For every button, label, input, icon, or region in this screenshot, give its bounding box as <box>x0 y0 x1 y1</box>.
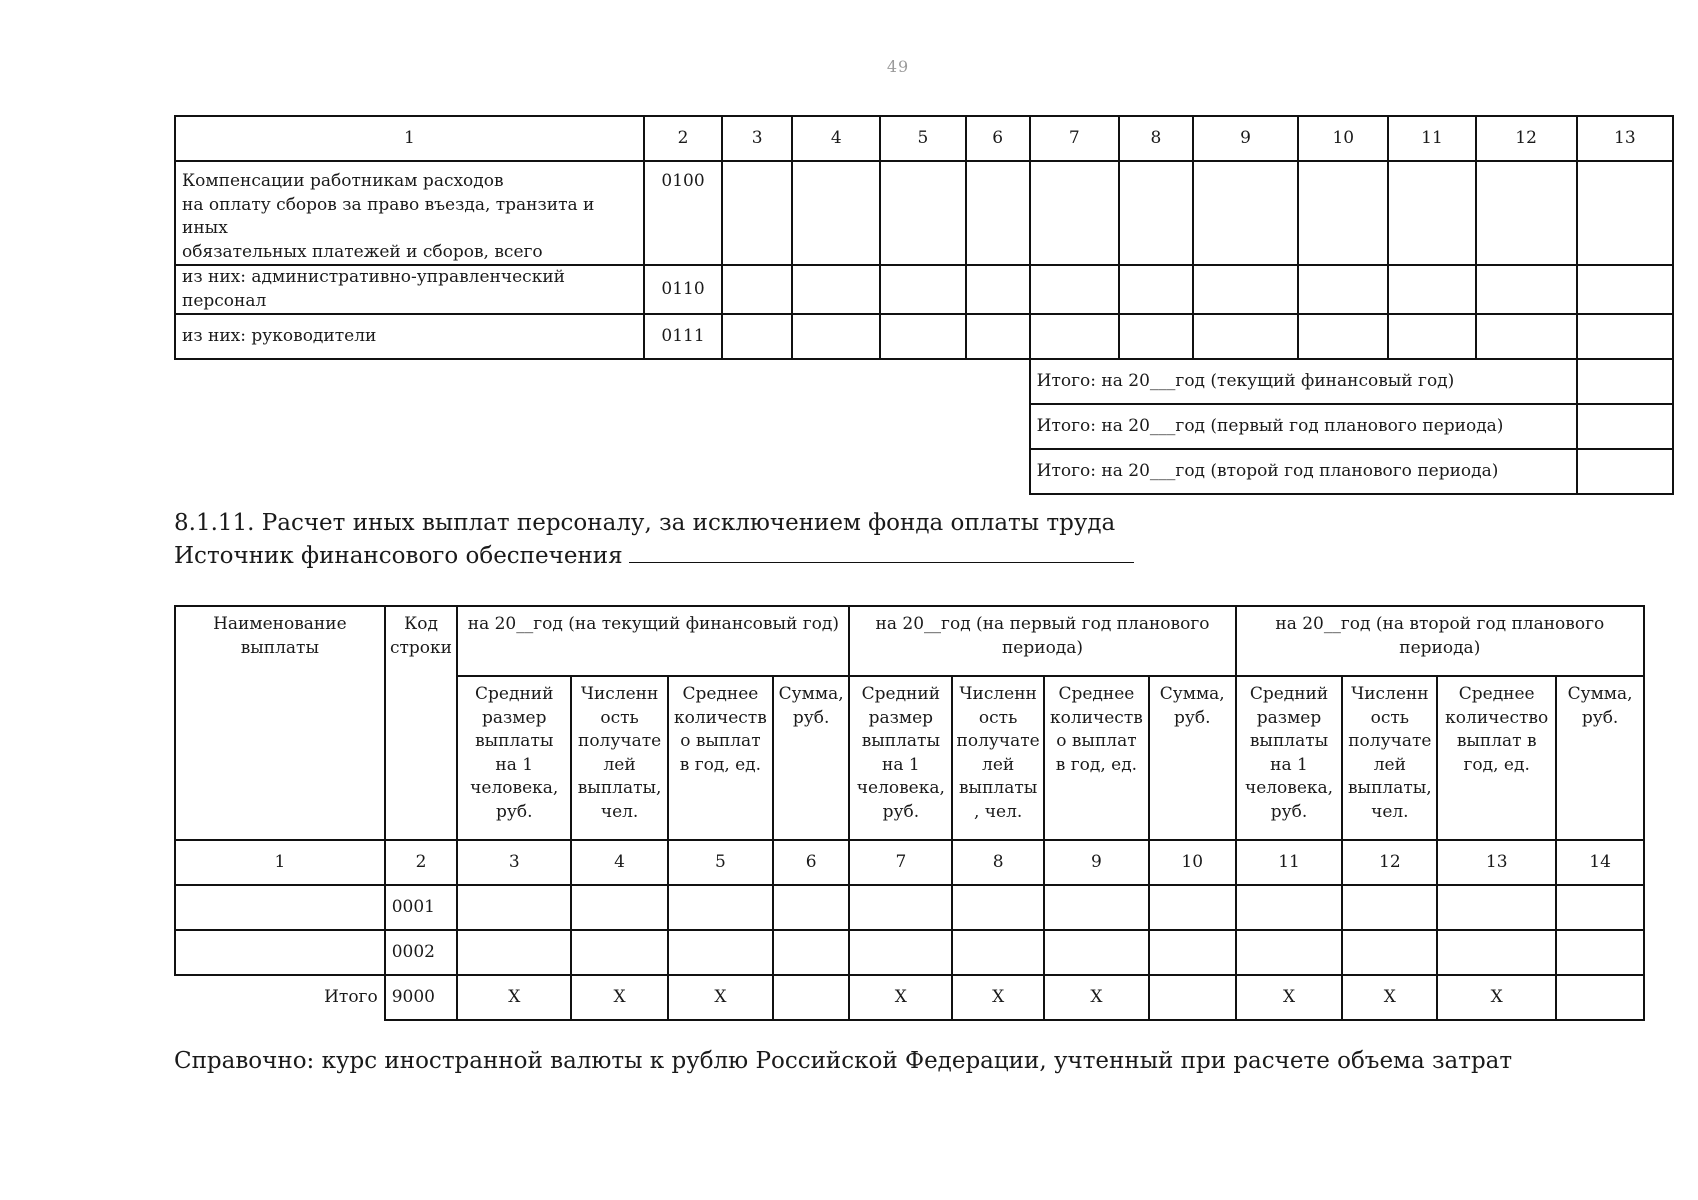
input-cell[interactable] <box>722 161 792 265</box>
total-sum-cell[interactable] <box>1556 975 1644 1020</box>
subheader-recipients: Численн ость получате лей выплаты, чел. <box>571 676 668 840</box>
input-cell[interactable] <box>1556 930 1644 975</box>
total-cell: X <box>952 975 1044 1020</box>
payment-name-cell[interactable] <box>175 885 385 930</box>
page-number: 49 <box>886 57 910 76</box>
section-title: 8.1.11. Расчет иных выплат персоналу, за исключением фонда оплаты труда <box>174 510 1116 536</box>
total-cell: X <box>1342 975 1437 1020</box>
total-sum-cell[interactable] <box>773 975 850 1020</box>
subheader-avg-count: Среднее количество выплат в год, ед. <box>1437 676 1556 840</box>
row-name: из них: руководители <box>175 314 644 359</box>
total-cell: X <box>668 975 773 1020</box>
table1-col-1: 1 <box>175 116 644 161</box>
row-name-line: обязательных платежей и сборов, всего <box>182 241 543 262</box>
table1-row-managers <box>175 314 1673 359</box>
input-cell[interactable] <box>1119 161 1193 265</box>
input-cell[interactable] <box>1388 314 1475 359</box>
row-code: 0002 <box>385 930 458 975</box>
input-cell[interactable] <box>773 930 850 975</box>
table1-row-total <box>175 161 1673 265</box>
compensation-table <box>174 115 1674 495</box>
other-payments-table <box>174 605 1645 1021</box>
subheader-avg-count: Среднее количеств о выплат в год, ед. <box>668 676 773 840</box>
total-cell: X <box>849 975 952 1020</box>
col-number: 4 <box>571 840 668 885</box>
input-cell[interactable] <box>1476 314 1577 359</box>
table1-col-7: 7 <box>1030 116 1119 161</box>
input-cell[interactable] <box>1119 265 1193 314</box>
total-cell: X <box>1044 975 1149 1020</box>
table2-group-header-row <box>175 606 1644 676</box>
input-cell[interactable] <box>792 265 880 314</box>
input-cell[interactable] <box>457 885 571 930</box>
total-sum-cell[interactable] <box>1149 975 1236 1020</box>
input-cell[interactable] <box>1388 161 1475 265</box>
total-label: Итого: на 20___год (первый год планового периода) <box>1030 404 1577 449</box>
subheader-recipients: Численн ость получате лей выплаты, чел. <box>1342 676 1437 840</box>
total-label: Итого: на 20___год (второй год планового периода) <box>1030 449 1577 494</box>
input-cell[interactable] <box>966 265 1030 314</box>
input-cell[interactable] <box>952 930 1044 975</box>
input-cell[interactable] <box>1193 161 1298 265</box>
input-cell[interactable] <box>1577 265 1673 314</box>
input-cell[interactable] <box>792 314 880 359</box>
table1-col-12: 12 <box>1476 116 1577 161</box>
reference-note: Справочно: курс иностранной валюты к рублю Российской Федерации, учтенный при расчете объема затрат <box>174 1048 1513 1074</box>
table1-total-current <box>175 359 1673 404</box>
subheader-avg-count: Среднее количеств о выплат в год, ед. <box>1044 676 1149 840</box>
input-cell[interactable] <box>792 161 880 265</box>
input-cell[interactable] <box>1342 930 1437 975</box>
input-cell[interactable] <box>1030 265 1119 314</box>
table2-number-row <box>175 840 1644 885</box>
total-label: Итого: на 20___год (текущий финансовый год) <box>1030 359 1577 404</box>
input-cell[interactable] <box>1044 930 1149 975</box>
input-cell[interactable] <box>1476 265 1577 314</box>
name-column-header: Наименование выплаты <box>175 606 385 840</box>
row-code: 0111 <box>644 314 722 359</box>
input-cell[interactable] <box>722 314 792 359</box>
table1-col-4: 4 <box>792 116 880 161</box>
input-cell[interactable] <box>1437 930 1556 975</box>
group-header-current-year: на 20__год (на текущий финансовый год) <box>457 606 849 676</box>
input-cell[interactable] <box>1556 885 1644 930</box>
input-cell[interactable] <box>668 930 773 975</box>
col-number: 8 <box>952 840 1044 885</box>
subheader-sum: Сумма, руб. <box>1149 676 1236 840</box>
input-cell[interactable] <box>571 930 668 975</box>
table1-col-2: 2 <box>644 116 722 161</box>
input-cell[interactable] <box>668 885 773 930</box>
total-value-cell[interactable] <box>1577 404 1673 449</box>
input-cell[interactable] <box>1193 265 1298 314</box>
input-cell[interactable] <box>966 161 1030 265</box>
input-cell[interactable] <box>1119 314 1193 359</box>
total-cell: X <box>1236 975 1343 1020</box>
col-number: 12 <box>1342 840 1437 885</box>
table2-row-0001 <box>175 885 1644 930</box>
col-number: 10 <box>1149 840 1236 885</box>
payment-name-cell[interactable] <box>175 930 385 975</box>
input-cell[interactable] <box>880 314 965 359</box>
table1-col-9: 9 <box>1193 116 1298 161</box>
table1-col-3: 3 <box>722 116 792 161</box>
row-code: 0110 <box>644 265 722 314</box>
col-number: 5 <box>668 840 773 885</box>
total-cell: X <box>1437 975 1556 1020</box>
total-value-cell[interactable] <box>1577 359 1673 404</box>
input-cell[interactable] <box>722 265 792 314</box>
group-header-first-plan-year: на 20__год (на первый год планового периода) <box>849 606 1235 676</box>
total-cell: X <box>457 975 571 1020</box>
group-header-second-plan-year: на 20__год (на второй год планового периода) <box>1236 606 1644 676</box>
table1-row-admin <box>175 265 1673 314</box>
input-cell[interactable] <box>773 885 850 930</box>
col-number: 11 <box>1236 840 1343 885</box>
table1-col-6: 6 <box>966 116 1030 161</box>
table1-total-first-plan <box>175 404 1673 449</box>
col-number: 6 <box>773 840 850 885</box>
row-code: 0100 <box>644 161 722 265</box>
col-number: 3 <box>457 840 571 885</box>
table1-col-5: 5 <box>880 116 965 161</box>
input-cell[interactable] <box>1342 885 1437 930</box>
row-name-line: Компенсации работникам расходов <box>182 171 504 191</box>
funding-source-line <box>174 538 1134 571</box>
input-cell[interactable] <box>1149 930 1236 975</box>
input-cell[interactable] <box>1193 314 1298 359</box>
input-cell[interactable] <box>880 265 965 314</box>
col-number: 9 <box>1044 840 1149 885</box>
col-number: 13 <box>1437 840 1556 885</box>
total-row-code: 9000 <box>385 975 458 1020</box>
input-cell[interactable] <box>1577 161 1673 265</box>
funding-source-field[interactable] <box>629 538 1134 563</box>
col-number: 2 <box>385 840 458 885</box>
input-cell[interactable] <box>1437 885 1556 930</box>
table1-col-13: 13 <box>1577 116 1673 161</box>
total-cell: X <box>571 975 668 1020</box>
code-column-header: Код строки <box>385 606 458 840</box>
input-cell[interactable] <box>966 314 1030 359</box>
total-value-cell[interactable] <box>1577 449 1673 494</box>
input-cell[interactable] <box>1236 930 1343 975</box>
input-cell[interactable] <box>1030 161 1119 265</box>
subheader-sum: Сумма, руб. <box>773 676 850 840</box>
table1-header-row <box>175 116 1673 161</box>
input-cell[interactable] <box>952 885 1044 930</box>
row-name-line: на оплату сборов за право въезда, транзита и иных <box>182 194 595 238</box>
col-number: 7 <box>849 840 952 885</box>
subheader-avg-payment: Средний размер выплаты на 1 человека, руб. <box>457 676 571 840</box>
table2-row-0002 <box>175 930 1644 975</box>
input-cell[interactable] <box>1388 265 1475 314</box>
funding-source-label: Источник финансового обеспечения <box>174 543 623 569</box>
table1-col-8: 8 <box>1119 116 1193 161</box>
row-name <box>175 161 644 265</box>
input-cell[interactable] <box>1298 161 1388 265</box>
input-cell[interactable] <box>1298 314 1388 359</box>
input-cell[interactable] <box>1030 314 1119 359</box>
input-cell[interactable] <box>1149 885 1236 930</box>
row-code: 0001 <box>385 885 458 930</box>
row-name: из них: административно-управленческий персонал <box>175 265 644 314</box>
table1-total-second-plan <box>175 449 1673 494</box>
table1-col-11: 11 <box>1388 116 1475 161</box>
subheader-avg-payment: Средний размер выплаты на 1 человека, руб. <box>1236 676 1343 840</box>
col-number: 14 <box>1556 840 1644 885</box>
input-cell[interactable] <box>1476 161 1577 265</box>
subheader-sum: Сумма, руб. <box>1556 676 1644 840</box>
input-cell[interactable] <box>1044 885 1149 930</box>
input-cell[interactable] <box>849 885 952 930</box>
input-cell[interactable] <box>1577 314 1673 359</box>
total-row-label: Итого <box>175 975 385 1020</box>
subheader-recipients: Численн ость получате лей выплаты , чел. <box>952 676 1044 840</box>
input-cell[interactable] <box>457 930 571 975</box>
table2-total-row <box>175 975 1644 1020</box>
input-cell[interactable] <box>880 161 965 265</box>
col-number: 1 <box>175 840 385 885</box>
input-cell[interactable] <box>571 885 668 930</box>
table1-col-10: 10 <box>1298 116 1388 161</box>
subheader-avg-payment: Средний размер выплаты на 1 человека, руб. <box>849 676 952 840</box>
input-cell[interactable] <box>849 930 952 975</box>
input-cell[interactable] <box>1236 885 1343 930</box>
input-cell[interactable] <box>1298 265 1388 314</box>
